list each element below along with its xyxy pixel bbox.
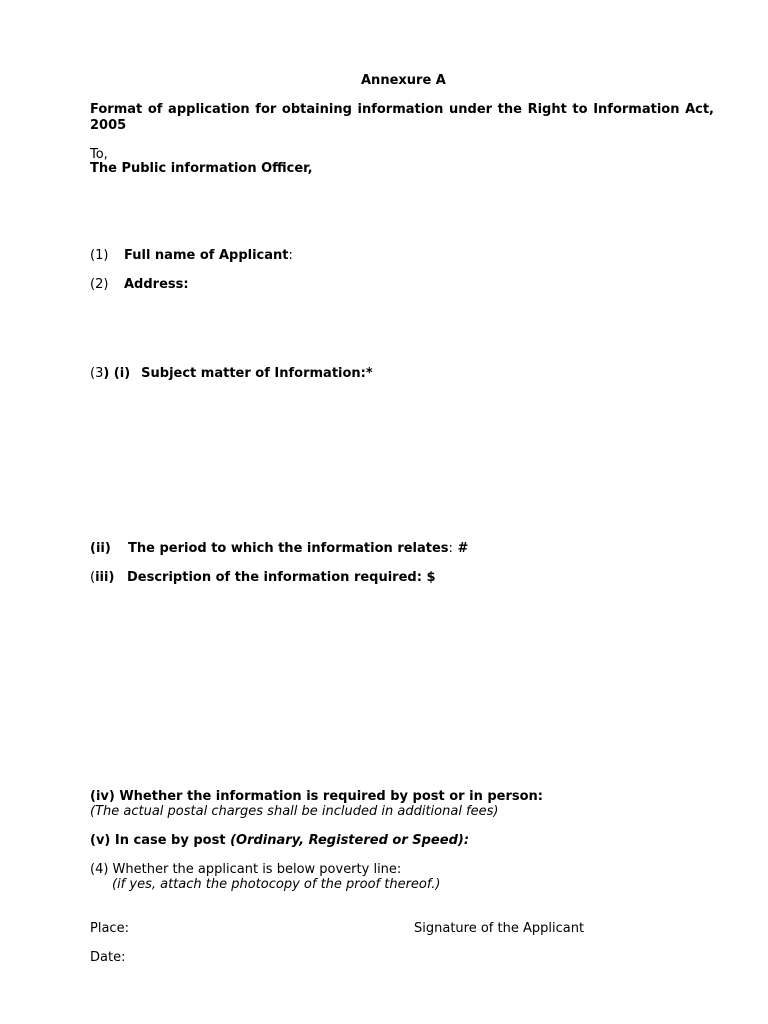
item-address xyxy=(90,277,189,293)
officer-line: The Public information Officer, xyxy=(90,161,313,176)
item-number: (2) xyxy=(90,277,109,292)
item-post-or-person: (iv) Whether the information is required by post or in person: xyxy=(90,789,544,804)
item-number-close: iii) xyxy=(95,570,115,585)
item-colon: : xyxy=(448,541,453,556)
item-label: Full name of Applicant xyxy=(124,248,289,263)
item-label: (v) In case by post xyxy=(90,833,231,848)
item-number-open: ( xyxy=(90,570,96,585)
item-number: (ii) xyxy=(90,541,111,556)
item-period xyxy=(90,541,468,557)
item-label-italic: (Ordinary, Registered or Speed): xyxy=(230,833,470,848)
signature-label: Signature of the Applicant xyxy=(414,921,585,936)
item-number-close: ) (i) xyxy=(103,366,131,381)
item-number: (1) xyxy=(90,248,109,263)
to-line: To, xyxy=(90,147,108,162)
item-description xyxy=(90,570,436,586)
item-subject-matter xyxy=(90,366,373,382)
postal-charges-note: (The actual postal charges shall be included in additional fees) xyxy=(90,804,499,819)
poverty-proof-note: (if yes, attach the photocopy of the proof thereof.) xyxy=(112,877,441,892)
item-label: The period to which the information relates xyxy=(128,541,449,556)
format-title: Format of application for obtaining information under the Right to Information Act, 2005 xyxy=(90,102,714,133)
place-label: Place: xyxy=(90,921,129,936)
item-number-open: (3 xyxy=(90,366,104,381)
item-label: Address: xyxy=(124,277,189,292)
item-symbol: # xyxy=(452,541,469,556)
item-label: Subject matter of Information:* xyxy=(141,366,373,381)
item-label: Description of the information required: $ xyxy=(127,570,436,585)
item-full-name xyxy=(90,248,293,264)
item-case-by-post xyxy=(90,833,469,849)
annexure-heading: Annexure A xyxy=(361,73,446,88)
item-poverty-line: (4) Whether the applicant is below poverty line: xyxy=(90,862,402,877)
item-colon: : xyxy=(288,248,293,263)
date-label: Date: xyxy=(90,950,126,965)
